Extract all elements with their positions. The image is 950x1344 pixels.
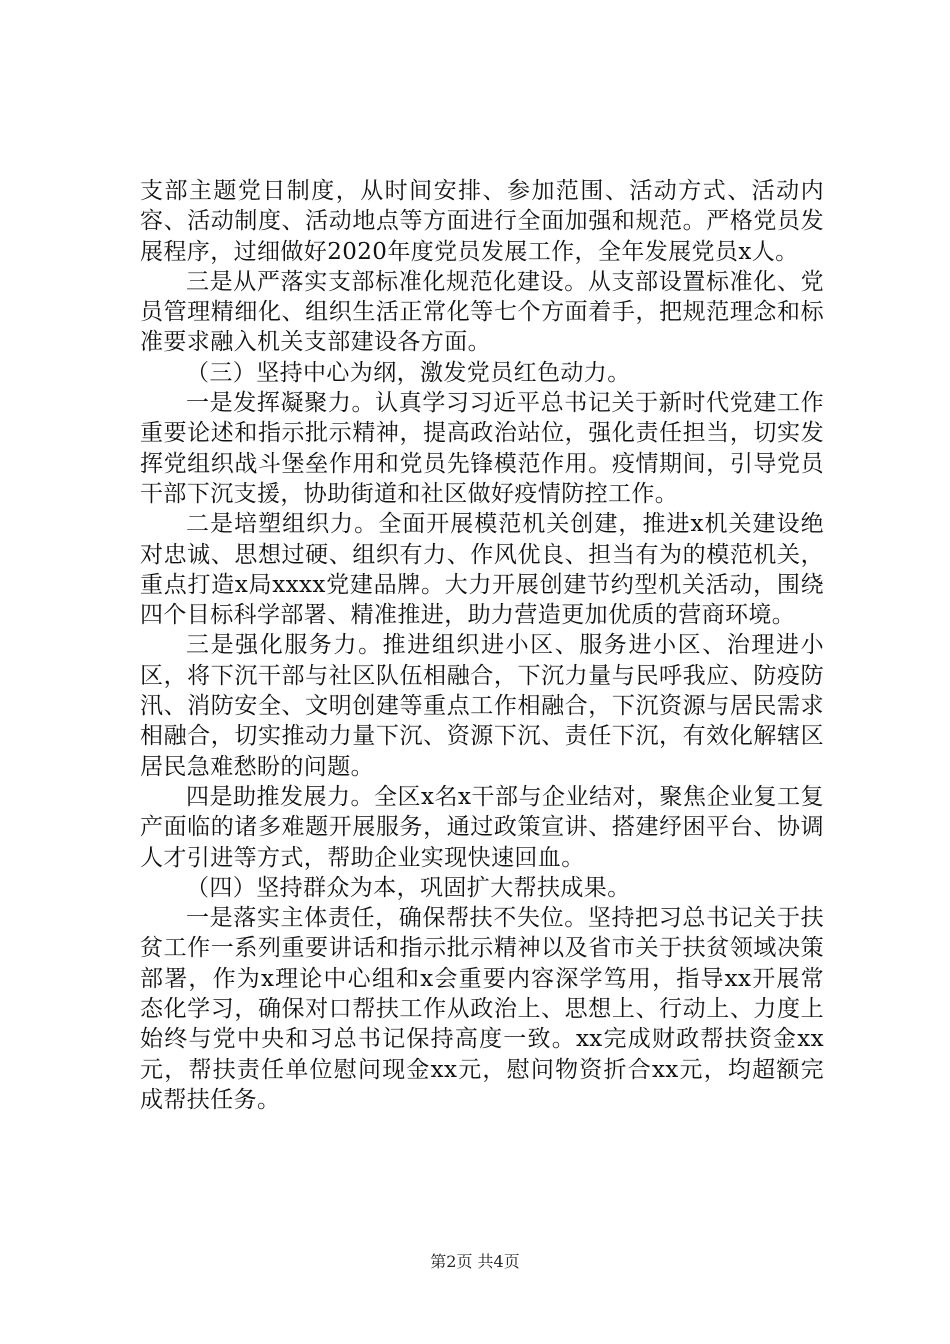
paragraph-4: 一是发挥凝聚力。认真学习习近平总书记关于新时代党建工作重要论述和指示批示精神，提高政治站位，强化责任担当，切实发挥党组织战斗堡垒作用和党员先锋模范作用。疫情期间，引导党员干部下沉支援，协助街道和社区做好疫情防控工作。 [140,390,824,507]
paragraph-7: 四是助推发展力。全区x名x干部与企业结对，聚焦企业复工复产面临的诸多难题开展服务，通过政策宣讲、搭建纾困平台、协调人才引进等方式，帮助企业实现快速回血。 [140,783,824,871]
paragraph-1: 支部主题党日制度，从时间安排、参加范围、活动方式、活动内容、活动制度、活动地点等方面进行全面加强和规范。严格党员发展程序，过细做好2020年度党员发展工作，全年发展党员x人。 [140,178,824,265]
paragraph-2: 三是从严落实支部标准化规范化建设。从支部设置标准化、党员管理精细化、组织生活正常化等七个方面着手，把规范理念和标准要求融入机关支部建设各方面。 [140,268,824,356]
paragraph-9: 一是落实主体责任，确保帮扶不失位。坚持把习总书记关于扶贫工作一系列重要讲话和指示批示精神以及省市关于扶贫领域决策部署，作为x理论中心组和x会重要内容深学笃用，指导xx开展常态化学习，确保对口帮扶工作从政治上、思想上、行动上、力度上始终与党中央和习总书记保持高度一致。xx完成财政帮扶资金xx元，帮扶责任单位慰问现金xx元，慰问物资折合xx元，均超额完成帮扶任务。 [140,905,824,1113]
section-heading-4: （四）坚持群众为本，巩固扩大帮扶成果。 [186,874,631,901]
document-body [140,176,824,1115]
paragraph-5: 二是培塑组织力。全面开展模范机关创建，推进x机关建设绝对忠诚、思想过硬、组织有力、作风优良、担当有为的模范机关，重点打造x局xxxx党建品牌。大力开展创建节约型机关活动，围绕四个目标科学部署、精准推进，助力营造更加优质的营商环境。 [140,511,824,629]
page-number-footer: 第2页 共4页 [430,1252,520,1271]
paragraph-6: 三是强化服务力。推进组织进小区、服务进小区、治理进小区，将下沉干部与社区队伍相融合，下沉力量与民呼我应、防疫防汛、消防安全、文明创建等重点工作相融合，下沉资源与居民需求相融合，切实推动力量下沉、资源下沉、责任下沉，有效化解辖区居民急难愁盼的问题。 [140,632,824,780]
section-heading-3: （三）坚持中心为纲，激发党员红色动力。 [186,359,631,386]
